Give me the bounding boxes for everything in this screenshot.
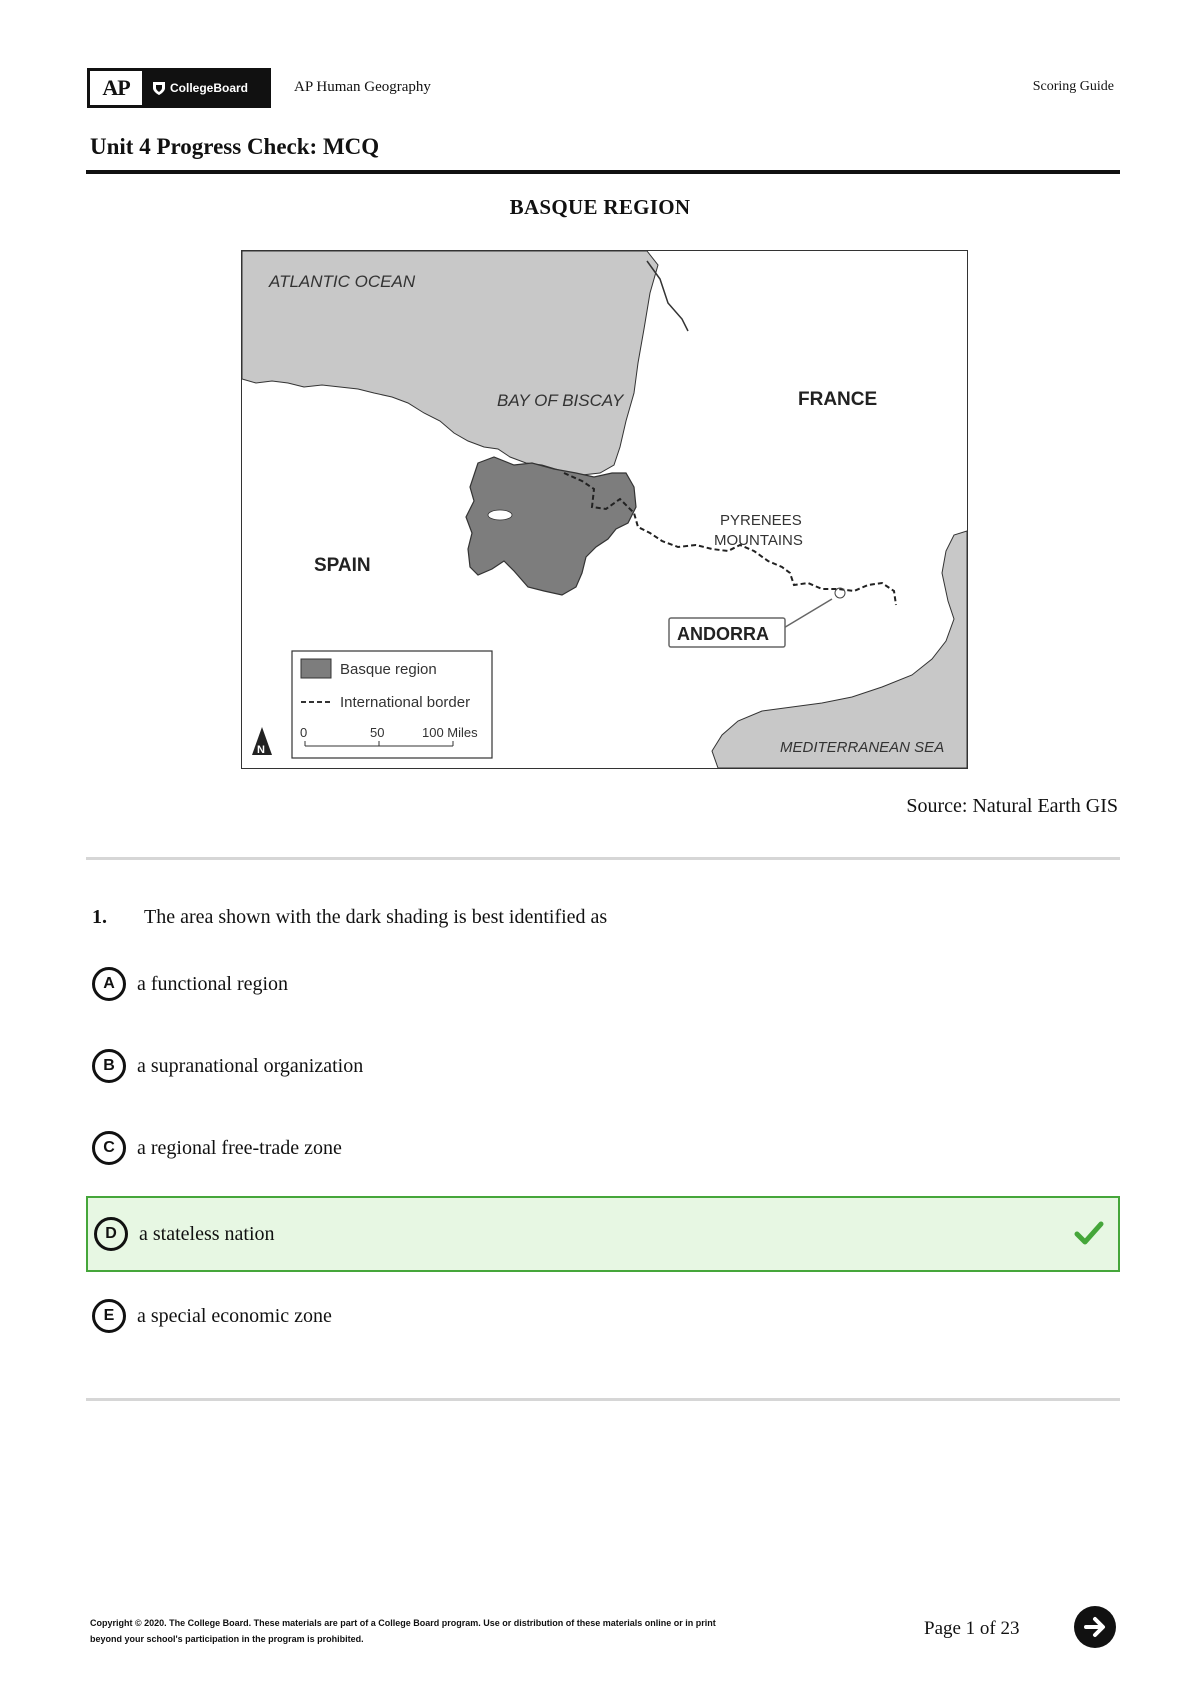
copyright-line-1: Copyright © 2020. The College Board. These materials are part of a College Board program. Use or distribution of these materials online or in print: [90, 1618, 716, 1628]
map-figure: [242, 251, 967, 768]
legend-basque-label: Basque region: [340, 661, 437, 678]
north-arrow-icon: [252, 727, 272, 756]
mediterranean-sea-label: MEDITERRANEAN SEA: [780, 739, 945, 756]
ap-college-board-logo: [87, 68, 271, 108]
section-divider-top: [86, 857, 1120, 860]
bay-of-biscay-label: BAY OF BISCAY: [497, 391, 624, 410]
question-number: 1.: [92, 906, 107, 928]
france-label: FRANCE: [798, 389, 878, 410]
basque-region-area: [466, 457, 636, 595]
choice-text-e: a special economic zone: [137, 1304, 332, 1327]
spain-label: SPAIN: [314, 555, 371, 576]
next-page-button[interactable]: [1074, 1606, 1116, 1648]
answer-choice-d-correct[interactable]: [86, 1196, 1120, 1272]
page-number: Page 1 of 23: [924, 1618, 1020, 1639]
legend-basque-swatch: [301, 659, 331, 678]
scoring-guide-label: Scoring Guide: [1032, 79, 1114, 94]
map-title: BASQUE REGION: [509, 195, 691, 219]
choice-letter-d: D: [94, 1217, 128, 1251]
section-divider-bottom: [86, 1398, 1120, 1401]
pyrenees-label-line2: MOUNTAINS: [714, 532, 803, 549]
copyright-line-2: beyond your school's participation in the program is prohibited.: [90, 1634, 364, 1644]
scale-label-0: 0: [300, 725, 308, 740]
college-board-logo: [142, 68, 271, 108]
choice-letter-e: E: [92, 1299, 126, 1333]
ap-logo: AP: [90, 71, 142, 105]
choice-letter-b: B: [92, 1049, 126, 1083]
acorn-icon: [152, 80, 166, 96]
title-divider: [86, 170, 1120, 174]
answer-choice-b[interactable]: [86, 1028, 1120, 1104]
scale-label-100: 100 Miles: [422, 725, 478, 740]
question-text: The area shown with the dark shading is best identified as: [144, 906, 608, 928]
checkmark-icon: [1074, 1218, 1104, 1248]
svg-text:N: N: [257, 744, 265, 756]
answer-choice-c[interactable]: [86, 1110, 1120, 1186]
choice-text-d: a stateless nation: [139, 1222, 275, 1245]
legend-border-label: International border: [340, 694, 471, 711]
page-title: Unit 4 Progress Check: MCQ: [90, 134, 380, 159]
answer-choice-e[interactable]: [86, 1278, 1120, 1354]
choice-letter-c: C: [92, 1131, 126, 1165]
choice-letter-a: A: [92, 967, 126, 1001]
andorra-label: ANDORRA: [677, 624, 769, 644]
choice-text-c: a regional free-trade zone: [137, 1136, 342, 1159]
choice-text-b: a supranational organization: [137, 1054, 364, 1077]
map-source: Source: Natural Earth GIS: [906, 795, 1118, 817]
mediterranean-sea-area: [712, 531, 967, 768]
basque-region-map: [241, 250, 968, 769]
college-board-wordmark: CollegeBoard: [170, 81, 249, 95]
answer-choice-a[interactable]: [86, 946, 1120, 1022]
copyright-notice: [90, 1615, 750, 1647]
course-name: AP Human Geography: [294, 79, 431, 95]
arrow-right-icon: [1081, 1613, 1109, 1641]
scale-label-50: 50: [370, 725, 385, 740]
atlantic-ocean-label: ATLANTIC OCEAN: [269, 272, 416, 291]
choice-text-a: a functional region: [137, 972, 289, 995]
pyrenees-label-line1: PYRENEES: [720, 512, 802, 529]
